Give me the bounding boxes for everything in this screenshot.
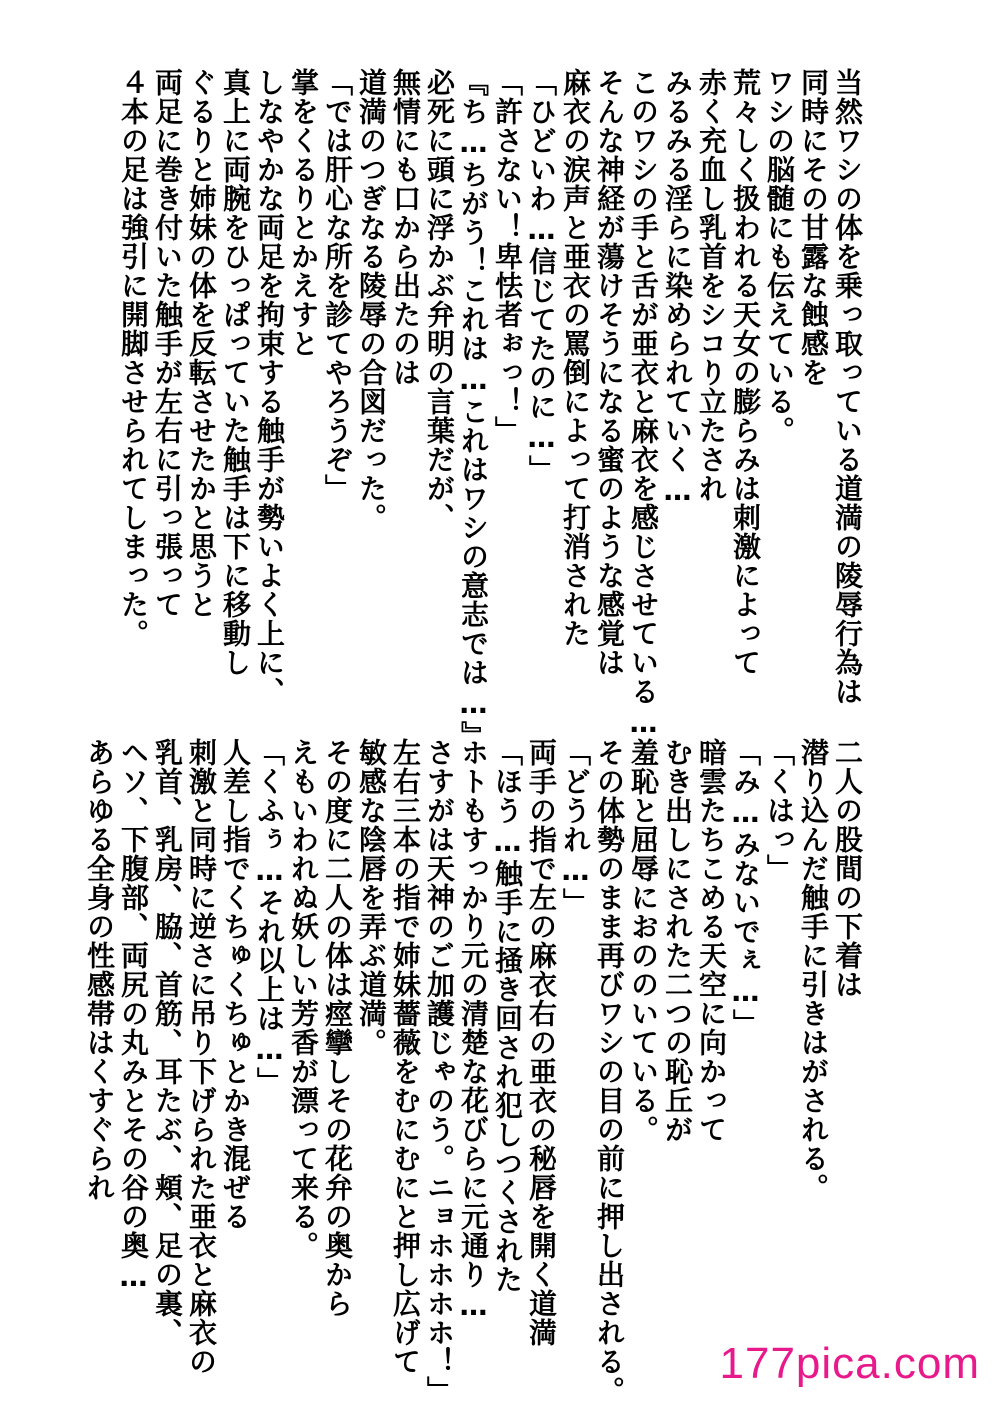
text-line: 同時にその甘露な蝕感を (797, 68, 830, 387)
text-line: 「ほう…触手に掻き回され犯しつくされた (491, 738, 524, 1294)
text-line: ４本の足は強引に開脚させられてしまった。 (117, 68, 150, 648)
text-line: 二人の股間の下着は (831, 738, 864, 999)
text-line: 必死に頭に浮かぶ弁明の言葉だが、 (423, 68, 456, 532)
text-line: 掌をくるりとかえすと (287, 68, 320, 358)
text-line: 両足に巻き付いた触手が左右に引っ張って (151, 68, 184, 619)
text-line: 「み…みないでぇ…」 (729, 738, 762, 1038)
text-line: ぐるりと姉妹の体を反転させたかと思うと (185, 68, 218, 619)
text-line: さすがは天神のご加護じゃのう。ニョホホホホ！」 (423, 738, 456, 1405)
watermark-text: 177pica.com (719, 1339, 980, 1388)
text-line: 『ち…ちがう！これは…これはワシの意志では…』 (457, 68, 490, 750)
text-line: 敏感な陰唇を弄ぶ道満。 (355, 738, 388, 1057)
text-line: 荒々しく扱われる天女の膨らみは刺激によって (729, 68, 762, 677)
text-block-top (116, 68, 864, 750)
text-line: 暗雲たちこめる天空に向かって (695, 738, 728, 1144)
text-line: 道満のつぎなる陵辱の合図だった。 (355, 68, 388, 532)
text-line: このワシの手と舌が亜衣と麻衣を感じさせている… (627, 68, 660, 740)
text-line: 「くはっ」 (763, 738, 796, 883)
text-line: 「ひどいわ…信じてたのに…」 (525, 68, 558, 484)
text-line: しなやかな両足を拘束する触手が勢いよく上に、 (253, 68, 286, 706)
text-line: えもいわれぬ妖しい芳香が漂って来る。 (287, 738, 320, 1260)
text-line: 羞恥と屈辱におののいている。 (627, 738, 660, 1144)
text-line: 左右三本の指で姉妹薔薇をむにむにと押し広げて (389, 738, 422, 1376)
text-line: 潜り込んだ触手に引きはがされる。 (797, 738, 830, 1202)
text-line: 麻衣の涙声と亜衣の罵倒によって打消された (559, 68, 592, 648)
text-line: その度に二人の体は痙攣しその花弁の奥から (321, 738, 354, 1318)
text-line: あらゆる全身の性感帯はくすぐられ (83, 738, 116, 1202)
text-line: 刺激と同時に逆さに吊り下げられた亜衣と麻衣の (185, 738, 218, 1376)
text-line: 「では肝心な所を診てやろうぞ」 (321, 68, 354, 503)
text-line: そんな神経が蕩けそうになる蜜のような感覚は (593, 68, 626, 677)
text-line: 無情にも口から出たのは (389, 68, 422, 387)
text-line: 人差し指でくちゅくちゅとかき混ぜる (219, 738, 252, 1231)
text-line: 赤く充血し乳首をシコり立たされ (695, 68, 728, 503)
text-line: むき出しにされた二つの恥丘が (661, 738, 694, 1144)
text-line: 真上に両腕をひっぱっていた触手は下に移動し (219, 68, 252, 677)
text-line: ワシの脳髄にも伝えている。 (763, 68, 796, 445)
text-line: 「くふぅ…それ以上は…」 (253, 738, 286, 1096)
text-line: 両手の指で左の麻衣右の亜衣の秘唇を開く道満 (525, 738, 558, 1347)
text-line: 「どうれ…」 (559, 738, 592, 917)
text-line: 「許さない！卑怯者ぉっ！」 (491, 68, 524, 445)
text-line: 乳首、乳房、脇、首筋、耳たぶ、頬、足の裏、 (151, 738, 184, 1347)
text-line: ホトもすっかり元の清楚な花びらに元通り… (457, 738, 490, 1323)
text-line: みるみる淫らに染められていく… (661, 68, 694, 508)
text-line: ヘソ、下腹部、両尻の丸みとその谷の奥… (117, 738, 150, 1294)
text-line: 当然ワシの体を乗っ取っている道満の陵辱行為は (831, 68, 864, 706)
text-line: その体勢のまま再びワシの目の前に押し出される。 (593, 738, 626, 1405)
